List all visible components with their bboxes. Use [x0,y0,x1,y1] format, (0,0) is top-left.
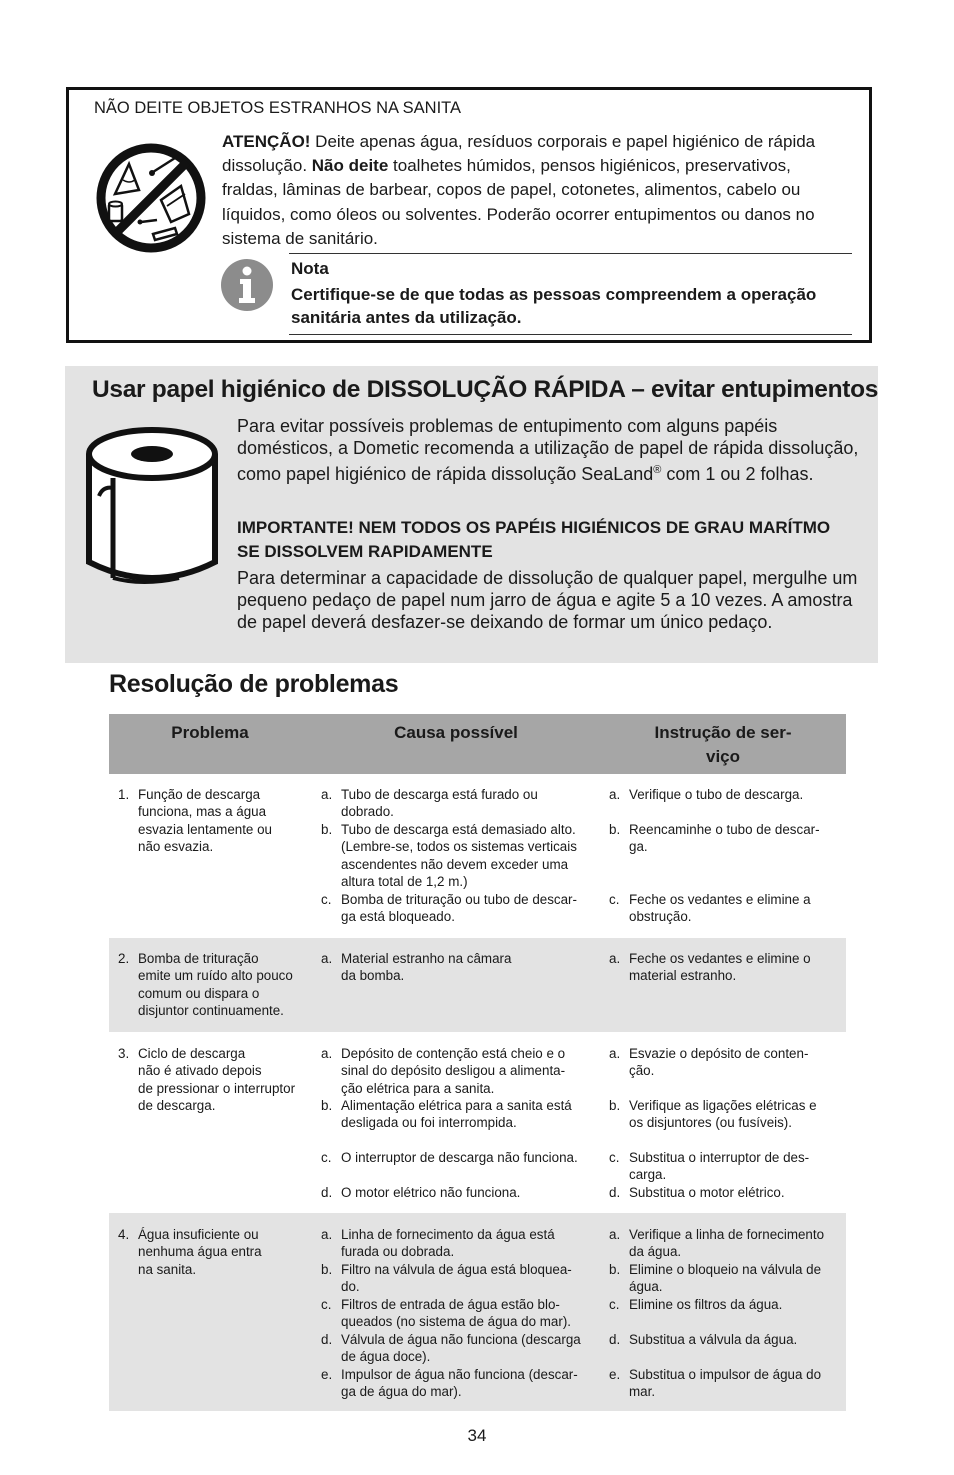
table-row [109,938,846,1032]
warning-text-part2: toalhetes húmidos, pensos higiénicos, preservativos, fraldas, lâminas de barbear, copos de papel, cotonetes, alimentos, cabelo ou líquidos, como óleos ou solventes. Poderão ocorrer entupimentos ou danos no sistema de sanitário. [222,156,815,248]
cause-text: Linha de fornecimento da água está furada ou dobrada. [341,1227,555,1260]
problem-text: Ciclo de descarga não é ativado depois de pressionar o interruptor de descarga. [138,1046,296,1114]
registered-mark: ® [653,463,662,476]
fix-text: Elimine os filtros da água. [629,1297,783,1312]
cause-letter: a. [321,1227,333,1242]
fix-text: Verifique a linha de fornecimento da água. [629,1227,825,1260]
cause-text: Tubo de descarga está demasiado alto. (Lembre-se, todos os sistemas verticais ascendentes não devem exceder uma altura total de 1,2 m.) [341,822,577,890]
problem-text: Bomba de trituração emite um ruído alto pouco comum ou dispara o disjuntor continuamente. [138,951,293,1019]
fix-letter: a. [609,1227,621,1242]
problem-number: 1. [118,787,130,802]
cause-text: Válvula de água não funciona (descarga de água doce). [341,1332,581,1365]
cause-letter: e. [321,1367,333,1382]
cause-letter: a. [321,1046,333,1061]
cause-letter: a. [321,951,333,966]
fix-letter: b. [609,822,621,837]
cause-text: Alimentação elétrica para a sanita está desligada ou foi interrompida. [341,1098,572,1131]
cause-text: Filtro na válvula de água está bloquea- do. [341,1262,572,1295]
cause-letter: c. [321,1297,332,1312]
problem-text: Água insuficiente ou nenhuma água entra na sanita. [138,1227,262,1277]
troubleshooting-table [109,714,846,1411]
paper-section-title: Usar papel higiénico de DISSOLUÇÃO RÁPIDA – evitar entupimentos [92,376,879,403]
warning-text-part1: Deite apenas água, resíduos corporais e papel higiénico de rápida dissolução. [222,132,816,176]
fix-letter: b. [609,1262,621,1277]
fix-text: Elimine o bloqueio na válvula de água. [629,1262,822,1295]
cause-text: Depósito de contenção está cheio e o sinal do depósito desligou a alimenta- ção elétrica para a sanita. [341,1046,566,1096]
cause-text: Filtros de entrada de água estão blo- queados (no sistema de água do mar). [341,1297,572,1330]
fix-letter: a. [609,1046,621,1061]
table-header [109,714,846,774]
problem-number: 3. [118,1046,130,1061]
fix-text: Substitua o interruptor de des- carga. [629,1150,810,1183]
note-title: Nota [291,259,329,278]
fix-letter: b. [609,1098,621,1113]
fix-text: Esvazie o depósito de conten- ção. [629,1046,809,1079]
rapid-dissolve-paper-section [65,366,878,663]
warning-text [222,130,850,251]
no-foreign-objects-icon [95,142,207,254]
fix-letter: c. [609,892,620,907]
fix-text: Substitua o impulsor de água do mar. [629,1367,822,1400]
table-row [109,1213,846,1411]
cause-letter: d. [321,1185,333,1200]
cause-text: Material estranho na câmara da bomba. [341,951,512,984]
cause-text: O interruptor de descarga não funciona. [341,1150,578,1165]
paper-intro-text [237,416,867,485]
cause-letter: d. [321,1332,333,1347]
fix-text: Reencaminhe o tubo de descar- ga. [629,822,820,855]
header-problem: Problema [171,723,249,742]
fix-text: Feche os vedantes e elimine o material estranho. [629,951,811,984]
table-row [109,1032,846,1213]
table-row [109,774,846,938]
fix-text: Verifique as ligações elétricas e os disjuntores (ou fusíveis). [629,1098,817,1131]
warning-heading: NÃO DEITE OBJETOS ESTRANHOS NA SANITA [94,99,462,117]
problem-number: 4. [118,1227,130,1242]
cause-text: Bomba de trituração ou tubo de descar- ga está bloqueado. [341,892,577,925]
attention-label: ATENÇÃO! [222,132,311,151]
fix-letter: c. [609,1297,620,1312]
fix-text: Substitua o motor elétrico. [629,1185,785,1200]
cause-text: O motor elétrico não funciona. [341,1185,521,1200]
cause-text: Tubo de descarga está furado ou dobrado. [341,787,538,820]
fix-text: Feche os vedantes e elimine a obstrução. [629,892,811,925]
fix-letter: c. [609,1150,620,1165]
fix-letter: d. [609,1185,621,1200]
page-number: 34 [467,1426,487,1445]
note-divider-bottom [289,334,852,335]
cause-letter: c. [321,892,332,907]
header-instruction: Instrução de ser- viço [654,723,792,766]
paper-important-text: IMPORTANTE! NEM TODOS OS PAPÉIS HIGIÉNICOS DE GRAU MARÍTMO SE DISSOLVEM RAPIDAMENTE [237,518,831,561]
troubleshooting-title: Resolução de problemas [109,670,399,698]
fix-text: Substitua a válvula da água. [629,1332,798,1347]
cause-letter: b. [321,822,333,837]
toilet-paper-roll-icon [83,426,221,588]
cause-letter: b. [321,1098,333,1113]
warning-box [66,87,872,343]
note-text: Certifique-se de que todas as pessoas compreendem a operação sanitária antes da utilização. [291,285,817,327]
info-icon [220,258,274,312]
note-divider-top [289,253,852,254]
cause-text: Impulsor de água não funciona (descar- ga de água do mar). [341,1367,578,1400]
cause-letter: a. [321,787,333,802]
problem-text: Função de descarga funciona, mas a água esvazia lentamente ou não esvazia. [138,787,272,855]
paper-test-text: Para determinar a capacidade de dissolução de qualquer papel, mergulhe um pequeno pedaço de papel num jarro de água e agite 5 a 10 vezes. A amostra de papel deverá desfazer-se deixando de formar um único pedaço. [237,568,858,632]
fix-letter: d. [609,1332,621,1347]
cause-letter: c. [321,1150,332,1165]
cause-letter: b. [321,1262,333,1277]
fix-text: Verifique o tubo de descarga. [629,787,804,802]
paper-intro-end: com 1 ou 2 folhas. [661,463,814,484]
problem-number: 2. [118,951,130,966]
fix-letter: a. [609,787,621,802]
do-not-label: Não deite [311,156,389,176]
fix-letter: e. [609,1367,621,1382]
paper-intro-main: Para evitar possíveis problemas de entupimento com alguns papéis domésticos, a Dometic recomenda a utilização de papel de rápida dissolução, como papel higiénico de rápida dissolução SeaLand [237,416,859,484]
fix-letter: a. [609,951,621,966]
header-cause: Causa possível [394,723,518,742]
